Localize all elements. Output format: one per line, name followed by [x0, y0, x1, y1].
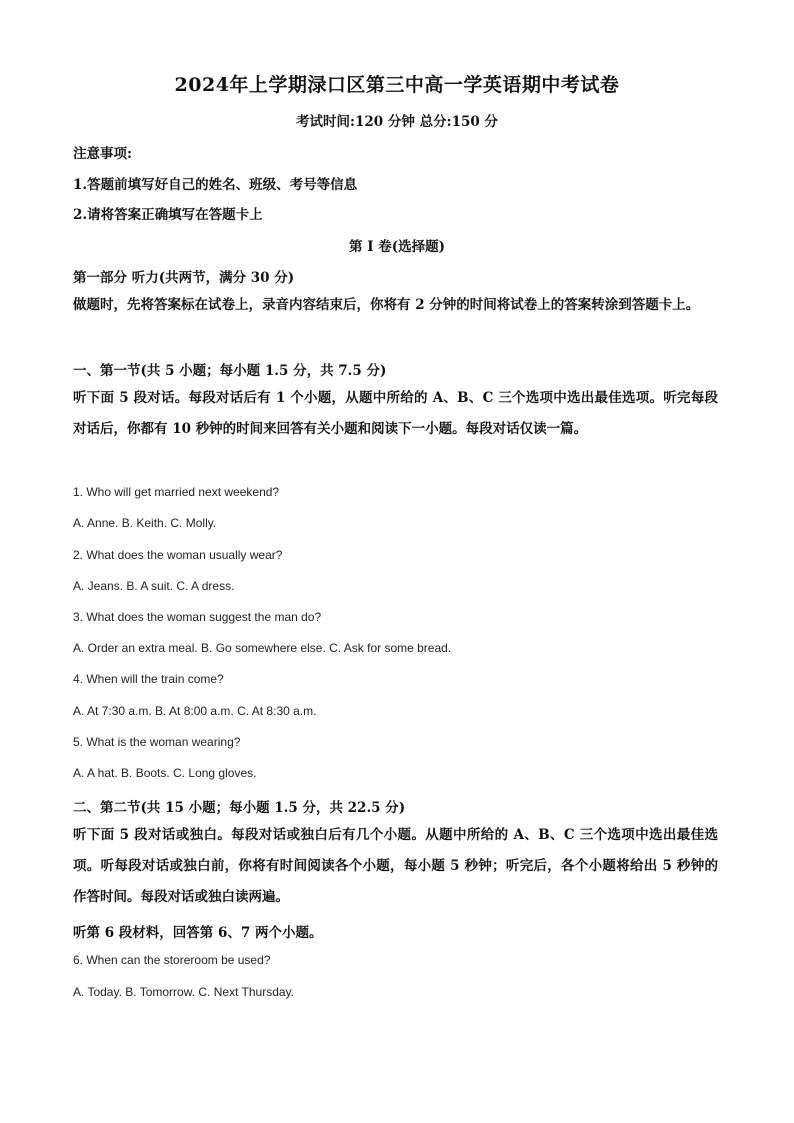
notes-item-2: 2.请将答案正确填写在答题卡上 [73, 207, 263, 223]
section-1-instructions: 听下面 5 段对话。每段对话后有 1 个小题，从题中所给的 A、B、C 三个选项中选出最佳选项。听完每段对话后，你都有 10 秒钟的时间来回答有关小题和阅读下一小题。每段对话仅读一篇。 [73, 390, 718, 437]
volume-1-heading: 第 I 卷(选择题) [349, 239, 445, 255]
question-6: 6. When can the storeroom be used? [73, 953, 271, 967]
question-4-options: A. At 7:30 a.m. B. At 8:00 a.m. C. At 8:30 a.m. [73, 704, 317, 718]
question-3-options: A. Order an extra meal. B. Go somewhere else. C. Ask for some bread. [73, 641, 452, 655]
notes-heading: 注意事项: [73, 146, 132, 162]
part-1-heading: 第一部分 听力(共两节，满分 30 分) [73, 270, 295, 286]
question-2-options: A. Jeans. B. A suit. C. A dress. [73, 579, 235, 593]
question-5: 5. What is the woman wearing? [73, 735, 241, 749]
question-6-options: A. Today. B. Tomorrow. C. Next Thursday. [73, 985, 294, 999]
notes-item-1: 1.答题前填写好自己的姓名、班级、考号等信息 [73, 177, 358, 193]
section-1-heading: 一、第一节(共 5 小题；每小题 1.5 分，共 7.5 分) [73, 363, 387, 379]
question-4: 4. When will the train come? [73, 672, 224, 686]
exam-title: 2024年上学期渌口区第三中高一学英语期中考试卷 [174, 74, 620, 96]
question-1-options: A. Anne. B. Keith. C. Molly. [73, 516, 217, 530]
section-2-instructions: 听下面 5 段对话或独白。每段对话或独白后有几个小题。从题中所给的 A、B、C 三个选项中选出最佳选项。听每段对话或独白前，你将有时间阅读各个小题，每小题 5 秒钟；听完后，各个小题将给出 5 秒钟的作答时间。每段对话或独白读两遍。 [73, 827, 718, 905]
section-2-heading: 二、第二节(共 15 小题；每小题 1.5 分，共 22.5 分) [73, 800, 406, 816]
exam-time-score: 考试时间:120 分钟 总分:150 分 [296, 114, 498, 130]
question-5-options: A. A hat. B. Boots. C. Long gloves. [73, 766, 257, 780]
question-2: 2. What does the woman usually wear? [73, 548, 283, 562]
question-3: 3. What does the woman suggest the man do? [73, 610, 322, 624]
part-1-instructions: 做题时，先将答案标在试卷上，录音内容结束后，你将有 2 分钟的时间将试卷上的答案转涂到答题卡上。 [73, 297, 700, 313]
material-6-heading: 听第 6 段材料，回答第 6、7 两个小题。 [73, 925, 323, 941]
question-1: 1. Who will get married next weekend? [73, 485, 280, 499]
